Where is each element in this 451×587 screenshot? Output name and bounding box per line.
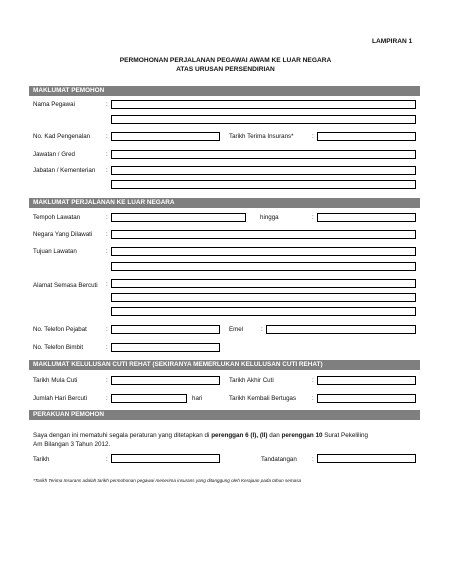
leave-start-field[interactable] [111,376,220,385]
colon: : [106,281,108,288]
address-field-line3[interactable] [111,307,416,316]
label-email: Emel [229,326,244,333]
label-declaration-date: Tarikh [33,456,50,463]
purpose-field-line2[interactable] [111,262,416,271]
colon: : [106,133,108,140]
section-header-declaration: PERAKUAN PEMOHON [29,410,420,420]
declaration-text-line2: Am Bilangan 3 Tahun 2012. [33,441,111,448]
form-title-line2: ATAS URUSAN PERSENDIRIAN [176,66,275,73]
colon: : [261,326,263,333]
footnote: *Tarikh Terima Insurans adalah tarikh permohonan pegawai menerima insurans yang ditanggung oleh Kerajaan pada tahun semasa [33,478,302,483]
address-field-line1[interactable] [111,279,416,288]
colon: : [312,214,314,221]
ic-number-field[interactable] [111,132,220,141]
insurance-date-field[interactable] [317,132,416,141]
colon: : [106,395,108,402]
label-purpose: Tujuan Lawatan [33,248,77,255]
label-address: Alamat Semasa Bercuti [33,282,98,289]
section-header-travel: MAKLUMAT PERJALANAN KE LUAR NEGARA [29,198,420,208]
label-ic-number: No. Kad Pengenalan [33,133,91,140]
label-name: Nama Pegawai [33,101,75,108]
label-signature: Tandatangan [261,456,297,463]
colon: : [312,456,314,463]
address-field-line2[interactable] [111,293,416,302]
declaration-date-field[interactable] [111,454,220,463]
colon: : [106,326,108,333]
colon: : [312,377,314,384]
form-title-line1: PERMOHONAN PERJALANAN PEGAWAI AWAM KE LUAR NEGARA [119,57,332,64]
colon: : [106,151,108,158]
declaration-text-line1: Saya dengan ini mematuhi segala peraturan yang ditetapkan di perenggan 6 (I), (II) dan perenggan 10 Surat Pekeliling [33,432,368,439]
label-position: Jawatan / Gred [33,151,75,158]
label-days-unit: hari [192,395,203,402]
label-countries: Negara Yang Dilawati [33,231,93,238]
colon: : [106,377,108,384]
colon: : [106,344,108,351]
name-field-line2[interactable] [111,115,416,124]
purpose-field[interactable] [111,247,416,256]
leave-end-field[interactable] [317,376,416,385]
section-header-applicant: MAKLUMAT PEMOHON [29,86,420,96]
colon: : [106,456,108,463]
colon: : [106,167,108,174]
colon: : [312,133,314,140]
return-date-field[interactable] [317,394,416,403]
label-leave-start: Tarikh Mula Cuti [33,377,78,384]
office-phone-field[interactable] [111,325,220,334]
label-department: Jabatan / Kementerian [33,167,96,174]
colon: : [106,214,108,221]
section-header-leave: MAKLUMAT KELULUSAN CUTI REHAT (SEKIRANYA MEMERLUKAN KELULUSAN CUTI REHAT) [29,360,420,370]
signature-field[interactable] [317,454,416,463]
colon: : [312,395,314,402]
attachment-label: LAMPIRAN 1 [372,38,413,45]
label-return-date: Tarikh Kembali Bertugas [229,395,297,402]
travel-end-field[interactable] [317,213,416,222]
position-field[interactable] [111,150,416,159]
countries-field[interactable] [111,230,416,239]
colon: : [106,248,108,255]
label-insurance-date: Tarikh Terima Insurans* [229,133,294,140]
label-leave-days: Jumlah Hari Bercuti [33,395,87,402]
email-field[interactable] [266,325,416,334]
label-travel-period: Tempoh Lawatan [33,214,81,221]
label-leave-end: Tarikh Akhir Cuti [229,377,274,384]
leave-days-field[interactable] [111,394,187,403]
colon: : [106,231,108,238]
mobile-field[interactable] [111,343,220,352]
department-field[interactable] [111,166,416,175]
label-until: hingga [260,214,279,221]
name-field[interactable] [111,100,416,109]
department-field-line2[interactable] [111,180,416,189]
colon: : [106,101,108,108]
travel-start-field[interactable] [111,213,246,222]
label-mobile: No. Telefon Bimbit [33,344,84,351]
label-office-phone: No. Telefon Pejabat [33,326,87,333]
